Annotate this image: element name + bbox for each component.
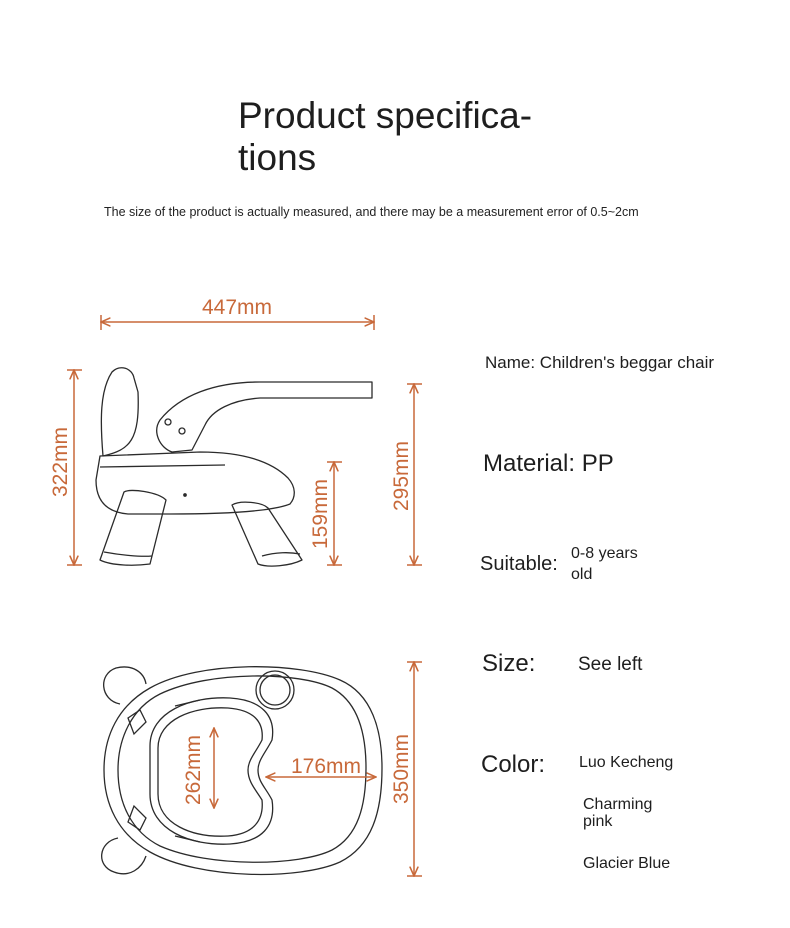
spec-material: Material: PP xyxy=(483,450,614,477)
title-line-2: tions xyxy=(238,137,317,178)
color-option-2-line-2: pink xyxy=(583,813,613,830)
suitable-value-line-1: 0-8 years xyxy=(571,545,638,562)
width-label: 447mm xyxy=(201,296,273,319)
arm-height-label: 295mm xyxy=(390,440,413,512)
chair-seat xyxy=(96,452,294,514)
spec-suitable-value xyxy=(571,543,638,585)
spec-suitable-label: Suitable: xyxy=(480,553,558,575)
spec-color-label: Color: xyxy=(481,751,546,778)
measurement-note: The size of the product is actually measured, and there may be a measurement error of 0.5~2cm xyxy=(104,205,639,219)
seat-width-label: 176mm xyxy=(290,755,362,778)
side-dimension-lines xyxy=(67,315,422,565)
top-seat-opening xyxy=(150,698,273,844)
color-option-1: Luo Kecheng xyxy=(579,754,674,771)
spec-size-value: See left xyxy=(578,654,643,675)
spec-size-label: Size: xyxy=(482,650,536,677)
top-ear-lower xyxy=(102,838,146,874)
title-line-1: Product specifica- xyxy=(238,95,533,136)
color-option-2-line-1: Charming xyxy=(583,796,653,813)
top-ear-upper xyxy=(104,667,146,704)
depth-label: 350mm xyxy=(390,733,413,805)
chair-backrest xyxy=(101,368,138,456)
suitable-value-line-2: old xyxy=(571,566,593,583)
seat-height-label: 159mm xyxy=(309,478,332,550)
height-label: 322mm xyxy=(49,426,72,498)
color-option-3: Glacier Blue xyxy=(583,855,671,872)
seat-depth-label: 262mm xyxy=(182,734,205,806)
spec-name: Name: Children's beggar chair xyxy=(485,353,715,372)
color-option-2 xyxy=(583,796,652,830)
chair-front-leg xyxy=(100,490,166,565)
chair-tray-arm xyxy=(157,382,372,452)
